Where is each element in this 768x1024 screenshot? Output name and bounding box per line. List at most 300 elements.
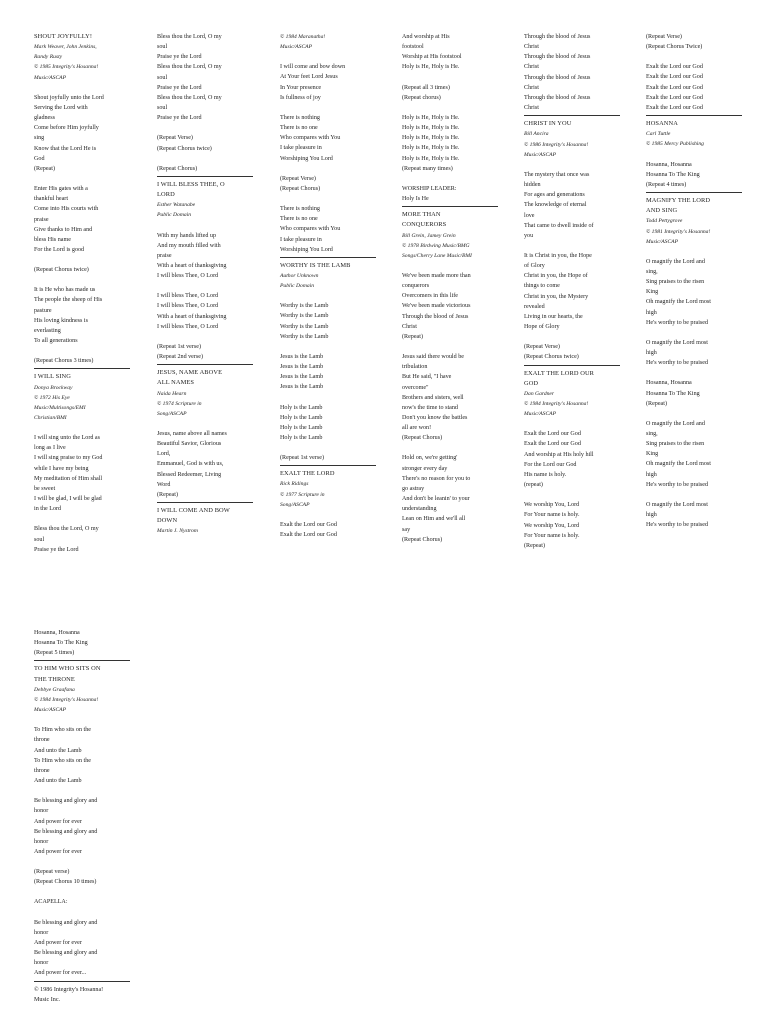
lyric-line: And power for ever... xyxy=(34,970,87,977)
song-divider xyxy=(524,365,620,366)
lyric-line: With my hands lifted up xyxy=(157,232,216,239)
lyric-line: With a heart of thanksgiving xyxy=(157,313,227,320)
lyric-line: Is fullness of joy xyxy=(280,94,321,101)
lyric-line: in the Lord xyxy=(34,506,62,513)
lyric-line: high xyxy=(646,350,657,357)
lyric-line: (Repeat Chorus) xyxy=(402,435,443,442)
lyric-line: There is no one xyxy=(280,216,318,223)
song-divider xyxy=(34,981,130,982)
lyric-line: Be blessing and glory and xyxy=(34,919,98,926)
lyric-line: soul xyxy=(157,105,168,112)
lyric-line: Praise ye the Lord xyxy=(157,54,202,61)
lyric-line: And power for ever xyxy=(34,848,82,855)
lyric-line: Through the blood of Jesus xyxy=(524,94,591,101)
lyric-line: (Repeat) xyxy=(402,333,423,340)
lyric-line: He's worthy to be praised xyxy=(646,319,709,326)
lyric-line: (Repeat chorus) xyxy=(402,94,441,101)
lyric-line: (Repeat Chorus 3 times) xyxy=(34,358,94,365)
lyric-line: He's worthy to be praised xyxy=(646,522,709,529)
lyric-line: things to come xyxy=(524,283,560,290)
song-title: I WILL SING xyxy=(34,373,71,381)
lyric-line: I will come and bow down xyxy=(280,64,346,71)
song-divider xyxy=(524,115,620,116)
song-title: MORE THAN xyxy=(402,211,441,219)
song-credit: Song/ASCAP xyxy=(157,410,187,417)
lyric-line: (Repeat 2nd verse) xyxy=(157,354,204,361)
song-credit: Carl Tuttle xyxy=(646,131,671,138)
lyric-line: For ages and generations xyxy=(524,192,585,199)
song-credit: Dan Gardner xyxy=(524,390,555,397)
lyric-line: stronger every day xyxy=(402,465,448,472)
lyric-line: Bless thou the Lord, O my xyxy=(34,526,99,533)
lyric-line: Lord, xyxy=(157,451,171,458)
lyric-line: honor xyxy=(34,838,49,845)
lyric-line: Overcomers in this life xyxy=(402,293,459,300)
song-credit: Randy Rusty xyxy=(34,54,63,61)
lyric-line: Exalt the Lord our God xyxy=(280,532,337,539)
song-title: GOD xyxy=(524,379,539,387)
lyric-line: of Glory xyxy=(524,263,545,270)
lyric-line: Exalt the Lord our God xyxy=(646,74,703,81)
lyric-line: gladness xyxy=(34,115,55,122)
lyric-line: say xyxy=(402,526,411,533)
lyric-line: footstool xyxy=(402,44,424,51)
lyrics-column xyxy=(34,628,126,1005)
lyric-line: Christ xyxy=(524,64,539,71)
song-divider xyxy=(157,502,253,503)
lyric-line: Exalt the Lord our God xyxy=(646,64,703,71)
lyric-line: And worship at His holy hill xyxy=(524,451,594,458)
lyric-line: Be blessing and glory and xyxy=(34,950,98,957)
lyric-line: It is He who has made us xyxy=(34,287,96,294)
lyric-line: Jesus said there would be xyxy=(402,354,464,361)
lyric-line: King xyxy=(646,289,659,296)
lyric-line: all are won! xyxy=(402,425,432,432)
lyric-line: hidden xyxy=(524,182,541,189)
lyric-line: Praise ye the Lord xyxy=(157,84,202,91)
lyric-line: Bless thou the Lord, O my xyxy=(157,34,222,40)
lyric-line: And unto the Lamb xyxy=(34,747,82,754)
lyric-line: Holy is the Lamb xyxy=(280,435,323,441)
lyric-line: God xyxy=(34,155,45,162)
song-credit: © 1981 Integrity's Hosanna! xyxy=(646,228,711,235)
lyric-line: (Repeat 4 times) xyxy=(646,181,687,188)
lyric-line: Be blessing and glory and xyxy=(34,828,98,835)
lyric-line: O magnify the Lord and xyxy=(646,258,705,265)
lyric-line: everlasting xyxy=(34,327,61,334)
song-divider xyxy=(157,364,253,365)
lyric-line: while I have my being xyxy=(34,465,89,472)
lyric-line: Exalt the Lord our God xyxy=(524,431,581,438)
lyric-line: Christ xyxy=(524,44,539,51)
lyric-line: The mystery that once was xyxy=(524,171,590,178)
lyric-line: bless His name xyxy=(34,236,71,243)
lyric-line: high xyxy=(646,471,657,478)
lyric-line: pasture xyxy=(34,307,52,314)
lyric-line: Sing praises to the risen xyxy=(646,279,705,286)
song-credit: Songs/Cherry Lane Music/BMI xyxy=(402,252,472,259)
lyric-line: Shout joyfully unto the Lord xyxy=(34,94,104,101)
song-credit: © 1978 Birdwing Music/BMG xyxy=(402,242,470,249)
lyric-line: high xyxy=(646,309,657,316)
song-credit: © 1977 Scripture in xyxy=(280,491,325,498)
lyric-line: Through the blood of Jesus xyxy=(524,54,591,61)
song-title: ALL NAMES xyxy=(157,379,195,387)
song-credit: Public Domain xyxy=(280,283,315,290)
lyrics-column xyxy=(402,32,494,545)
lyric-line: understanding xyxy=(402,506,437,513)
lyric-line: soul xyxy=(34,536,45,543)
song-title: MAGNIFY THE LORD xyxy=(646,197,711,205)
lyric-line: go astray xyxy=(402,485,425,492)
lyric-line: Worshiping You Lord xyxy=(280,155,333,162)
song-title: SHOUT JOYFULLY! xyxy=(34,33,93,40)
song-credit: Public Domain xyxy=(157,212,192,219)
lyric-line: (Repeat 1st verse) xyxy=(157,343,201,350)
lyric-line: sing xyxy=(34,135,45,142)
lyric-line: throne xyxy=(34,737,50,744)
lyric-line: (Repeat Chorus twice) xyxy=(34,267,89,274)
lyric-line: With a heart of thanksgiving xyxy=(157,262,227,269)
lyric-line: Worthy is the Lamb xyxy=(280,303,329,310)
lyric-line: (Repeat Verse) xyxy=(280,175,316,182)
song-credit: Song/ASCAP xyxy=(280,501,310,508)
song-credit: Rick Ridings xyxy=(280,481,309,488)
lyric-line: Brothers and sisters, well xyxy=(402,394,464,401)
lyric-line: King xyxy=(646,451,659,458)
song-divider xyxy=(157,176,253,177)
lyric-line: Lean on Him and we'll all xyxy=(402,516,466,523)
lyric-line: Hosanna, Hosanna xyxy=(646,380,692,387)
lyric-line: Beautiful Savior, Glorious xyxy=(157,441,222,448)
lyric-line: I will sing unto the Lord as xyxy=(34,435,101,442)
lyric-line: Worthy is the Lamb xyxy=(280,333,329,340)
song-title: EXALT THE LORD OUR xyxy=(524,369,595,377)
lyric-line: Hosanna, Hosanna xyxy=(646,161,692,168)
song-credit: © 1986 Integrity's Hosanna! xyxy=(524,141,589,148)
lyric-line: Holy is the Lamb xyxy=(280,414,323,421)
lyric-line: Worthy is the Lamb xyxy=(280,313,329,320)
lyric-line: (Repeat Chorus Twice) xyxy=(646,44,703,51)
lyric-line: Holy is He, Holy is He. xyxy=(402,135,460,142)
lyric-line: ACAPELLA: xyxy=(34,899,68,906)
lyric-line: be sweet xyxy=(34,485,56,492)
lyric-line: Music Inc. xyxy=(34,996,61,1003)
lyric-line: Worshiping You Lord xyxy=(280,246,333,253)
lyric-line: Through the blood of Jesus xyxy=(524,74,591,81)
lyric-line: (Repeat Verse) xyxy=(524,344,560,351)
lyric-line: Hosanna, Hosanna xyxy=(34,630,80,636)
lyric-line: (Repeat Chorus) xyxy=(280,185,321,192)
song-credit: Todd Pettygrove xyxy=(646,218,683,225)
lyric-line: For Your name is holy. xyxy=(524,512,580,519)
song-credit: Donya Brockway xyxy=(34,384,73,391)
lyric-line: Exalt the Lord our God xyxy=(524,441,581,448)
lyric-line: For the Lord our God xyxy=(524,461,577,468)
lyric-line: We worship You, Lord xyxy=(524,522,580,529)
song-credit: Music/Multisongs/EMI xyxy=(34,404,86,411)
lyric-line: I will bless Thee, O Lord xyxy=(157,323,219,330)
lyric-line: praise xyxy=(34,216,49,223)
song-divider xyxy=(402,206,498,207)
lyric-line: (Repeat Chorus twice) xyxy=(157,145,212,152)
lyric-line: At Your feet Lord Jesus xyxy=(280,74,338,81)
lyric-line: Praise ye the Lord xyxy=(34,546,79,553)
lyric-line: Holy is the Lamb xyxy=(280,404,323,411)
lyric-line: Enter His gates with a xyxy=(34,186,88,193)
lyric-line: (Repeat many times) xyxy=(402,165,453,172)
lyric-line: Word xyxy=(157,481,171,488)
lyric-line: I will bless Thee, O Lord xyxy=(157,293,219,300)
lyric-line: Bless thou the Lord, O my xyxy=(157,94,222,101)
lyric-line: Serving the Lord with xyxy=(34,104,88,111)
song-credit: © 1974 Scripture in xyxy=(157,400,202,407)
lyric-line: (Repeat verse) xyxy=(34,869,70,876)
lyric-line: Hosanna To The King xyxy=(34,640,88,647)
song-title: CHRIST IN YOU xyxy=(524,120,572,128)
lyrics-column xyxy=(34,32,126,555)
lyric-line: honor xyxy=(34,929,49,936)
song-divider xyxy=(280,465,376,466)
lyric-line: In Your presence xyxy=(280,84,322,91)
song-credit: Author Unknown xyxy=(280,272,319,279)
lyric-line: I will be glad, I will be glad xyxy=(34,496,102,503)
lyric-line: (Repeat Chorus 10 times) xyxy=(34,879,97,886)
lyric-line: love xyxy=(524,212,535,219)
lyric-line: We worship You, Lord xyxy=(524,502,580,509)
song-title: AND SING xyxy=(646,207,678,215)
lyric-line: Come into His courts with xyxy=(34,206,99,213)
song-credit: © 1984 Maranatha! xyxy=(280,34,326,40)
lyric-line: Holy is He, Holy is He. xyxy=(402,114,460,121)
lyric-line: And worship at His xyxy=(402,34,450,40)
song-credit: © 1985 Mercy Publishing xyxy=(646,141,704,148)
lyric-line: sing, xyxy=(646,431,658,437)
lyrics-column xyxy=(524,32,616,551)
lyric-line: Come before Him joyfully xyxy=(34,125,99,132)
lyric-line: Christ xyxy=(524,105,539,112)
lyrics-column xyxy=(280,32,372,540)
song-title: HOSANNA xyxy=(646,120,678,128)
lyric-line: Jesus is the Lamb xyxy=(280,353,324,360)
lyric-line: Through the blood of Jesus xyxy=(402,313,469,320)
lyric-line: Worship at His footstool xyxy=(402,54,462,61)
lyric-line: conquerors xyxy=(402,283,430,290)
lyric-line: Oh magnify the Lord most xyxy=(646,461,711,468)
lyric-line: Christ xyxy=(524,84,539,91)
lyric-line: Give thanks to Him and xyxy=(34,226,93,233)
song-credit: Music/ASCAP xyxy=(34,707,67,714)
lyric-line: Worthy is the Lamb xyxy=(280,323,329,330)
song-credit: © 1972 His Eye xyxy=(34,394,70,401)
lyric-line: There is nothing xyxy=(280,206,320,213)
lyric-line: There's no reason for you to xyxy=(402,475,471,482)
lyric-line: soul xyxy=(157,44,168,51)
lyric-line: My meditation of Him shall xyxy=(34,475,103,482)
song-title: DOWN xyxy=(157,517,178,525)
lyric-line: We've been made more than xyxy=(402,272,471,279)
lyric-line: (Repeat all 3 times) xyxy=(402,84,450,91)
lyric-line: Jesus is the Lamb xyxy=(280,374,324,381)
lyric-line: Jesus, name above all names xyxy=(157,431,227,437)
lyric-line: There is nothing xyxy=(280,114,320,121)
lyric-line: He's worthy to be praised xyxy=(646,481,709,488)
lyric-line: revealed xyxy=(524,303,545,310)
lyric-line: We've been made victorious xyxy=(402,303,471,310)
lyric-line: Oh magnify the Lord most xyxy=(646,299,711,306)
lyric-line: I take pleasure in xyxy=(280,145,322,152)
lyric-line: Christ xyxy=(402,323,417,330)
song-credit: Bill Grein, Jamey Grein xyxy=(402,232,456,239)
lyric-line: now's the time to stand xyxy=(402,404,458,411)
lyric-line: For Your name is holy. xyxy=(524,532,580,539)
lyric-line: (Repeat Chorus) xyxy=(402,536,443,543)
lyric-line: Living in our hearts, the xyxy=(524,313,583,320)
lyric-line: For the Lord is good xyxy=(34,246,85,253)
lyric-line: Sing praises to the risen xyxy=(646,441,705,448)
song-title: I WILL COME AND BOW xyxy=(157,507,230,515)
song-divider xyxy=(34,660,130,661)
lyric-line: I take pleasure in xyxy=(280,236,322,243)
song-credit: © 1984 Integrity's Hosanna! xyxy=(34,696,99,703)
song-credit: Naida Hearn xyxy=(157,390,187,397)
song-credit: Music/ASCAP xyxy=(524,411,557,418)
song-credit: © 1985 Integrity's Hosanna! xyxy=(34,64,99,71)
song-title: TO HIM WHO SITS ON xyxy=(34,665,101,673)
song-divider xyxy=(280,257,376,258)
lyric-line: Hosanna To The King xyxy=(646,171,700,178)
lyric-line: Emmanuel, God is with us, xyxy=(157,461,224,468)
lyric-line: But He said, "I have xyxy=(402,374,452,381)
lyric-line: And power for ever xyxy=(34,939,82,946)
lyric-line: © 1986 Integrity's Hosanna! xyxy=(34,986,104,993)
lyric-line: high xyxy=(646,512,657,519)
lyric-line: He's worthy to be praised xyxy=(646,360,709,367)
lyric-line: (Repeat 5 times) xyxy=(34,650,75,657)
lyric-line: Holy is He, Holy is He. xyxy=(402,125,460,132)
song-credit: © 1984 Integrity's Hosanna! xyxy=(524,401,589,407)
song-credit: Bill Ancira xyxy=(524,131,549,138)
lyric-line: Holy Is He xyxy=(402,196,429,203)
lyric-line: (Repeat Verse) xyxy=(646,34,682,40)
lyric-line: Who compares with You xyxy=(280,226,341,233)
lyric-line: Holy is the Lamb xyxy=(280,424,323,431)
lyric-line: Jesus is the Lamb xyxy=(280,384,324,391)
song-credit: Esther Watanabe xyxy=(157,202,196,209)
lyric-line: Exalt the Lord our God xyxy=(646,104,703,111)
song-credit: Music/ASCAP xyxy=(280,44,313,51)
song-credit: Music/ASCAP xyxy=(34,74,67,81)
song-title: JESUS, NAME ABOVE xyxy=(157,369,223,377)
lyric-line: Exalt the Lord our God xyxy=(646,84,703,91)
lyric-line: Bless thou the Lord, O my xyxy=(157,64,222,71)
lyric-line: Hold on, we're getting' xyxy=(402,455,458,462)
lyric-line: That came to dwell inside of xyxy=(524,222,594,229)
song-credit: Debbye Graafsma xyxy=(34,686,75,693)
lyric-line: Holy is He, Holy is He. xyxy=(402,145,460,152)
lyric-line: I will bless Thee, O Lord xyxy=(157,303,219,310)
lyric-line: Be blessing and glory and xyxy=(34,798,98,805)
song-title: THE THRONE xyxy=(34,675,75,683)
lyric-line: Know that the Lord He is xyxy=(34,145,97,152)
song-credit: Christian/BMI xyxy=(34,415,67,421)
lyric-line: Holy is He, Holy is He. xyxy=(402,155,460,162)
lyric-line: His name is holy. xyxy=(524,471,567,478)
lyric-line: Hope of Glory xyxy=(524,324,560,331)
lyric-line: O magnify the Lord and xyxy=(646,420,705,427)
lyric-line: Jesus is the Lamb xyxy=(280,364,324,371)
lyrics-column xyxy=(646,32,738,530)
lyric-line: (Repeat) xyxy=(524,542,545,549)
lyric-line: Who compares with You xyxy=(280,135,341,142)
song-credit: Mark Weaver, John Jenkins, xyxy=(34,44,97,51)
song-title: CONQUERORS xyxy=(402,221,447,229)
song-credit: Martin J. Nystrom xyxy=(157,528,198,535)
lyric-line: long as I live xyxy=(34,445,66,452)
lyric-line: Hosanna To The King xyxy=(646,390,700,397)
lyric-line: (Repeat 1st verse) xyxy=(280,455,324,462)
lyric-line: Christ in you, the Mystery xyxy=(524,293,589,300)
song-divider xyxy=(34,368,130,369)
lyric-line: I will bless Thee, O Lord xyxy=(157,273,219,280)
lyric-line: (Repeat Chorus) xyxy=(157,165,198,172)
song-credit: Music/ASCAP xyxy=(646,238,679,245)
lyric-line: Holy is He, Holy is He. xyxy=(402,64,460,71)
lyric-line: (Repeat) xyxy=(646,400,667,407)
lyric-line: Exalt the Lord our God xyxy=(280,521,337,528)
lyrics-column xyxy=(157,32,249,537)
lyric-line: honor xyxy=(34,808,49,815)
lyric-line: (repeat) xyxy=(524,482,543,489)
lyric-line: sing, xyxy=(646,268,658,275)
lyric-line: overcome" xyxy=(402,384,429,391)
song-title: EXALT THE LORD xyxy=(280,470,335,478)
lyric-line: soul xyxy=(157,74,168,81)
lyric-line: There is no one xyxy=(280,125,318,132)
lyric-line: I will sing praise to my God xyxy=(34,455,103,462)
song-divider xyxy=(646,192,742,193)
lyric-line: (Repeat Verse) xyxy=(157,135,193,142)
lyric-line: honor xyxy=(34,960,49,967)
lyric-line: Praise ye the Lord xyxy=(157,115,202,122)
lyric-line: (Repeat) xyxy=(34,165,55,172)
lyric-line: throne xyxy=(34,767,50,774)
lyric-line: Christ in you, the Hope of xyxy=(524,273,588,280)
lyric-line: To Him who sits on the xyxy=(34,757,91,764)
song-title: WORTHY IS THE LAMB xyxy=(280,261,351,269)
lyric-line: WORSHIP LEADER: xyxy=(402,185,457,192)
song-title: LORD xyxy=(157,191,175,199)
song-credit: Music/ASCAP xyxy=(524,151,557,158)
lyric-line: To all generations xyxy=(34,338,78,345)
lyric-line: thankful heart xyxy=(34,196,69,203)
lyric-line: Through the blood of Jesus xyxy=(524,34,591,40)
lyric-line: (Repeat Chorus twice) xyxy=(524,354,579,361)
lyric-line: It is Christ in you, the Hope xyxy=(524,252,592,259)
song-title: I WILL BLESS THEE, O xyxy=(157,180,225,188)
lyric-line: And power for ever xyxy=(34,818,82,825)
lyric-line: O magnify the Lord most xyxy=(646,501,708,508)
lyric-line: Don't you know the battles xyxy=(402,415,468,421)
lyric-line: tribulation xyxy=(402,364,428,371)
lyric-line: And don't be leanin' to your xyxy=(402,496,470,503)
lyric-line: O magnify the Lord most xyxy=(646,339,708,346)
lyric-line: Blessed Redeemer, Living xyxy=(157,471,222,478)
lyric-line: Exalt the Lord our God xyxy=(646,94,703,101)
lyric-line: you xyxy=(524,232,534,239)
lyric-line: And my mouth filled with xyxy=(157,242,221,249)
lyric-line: praise xyxy=(157,252,172,259)
